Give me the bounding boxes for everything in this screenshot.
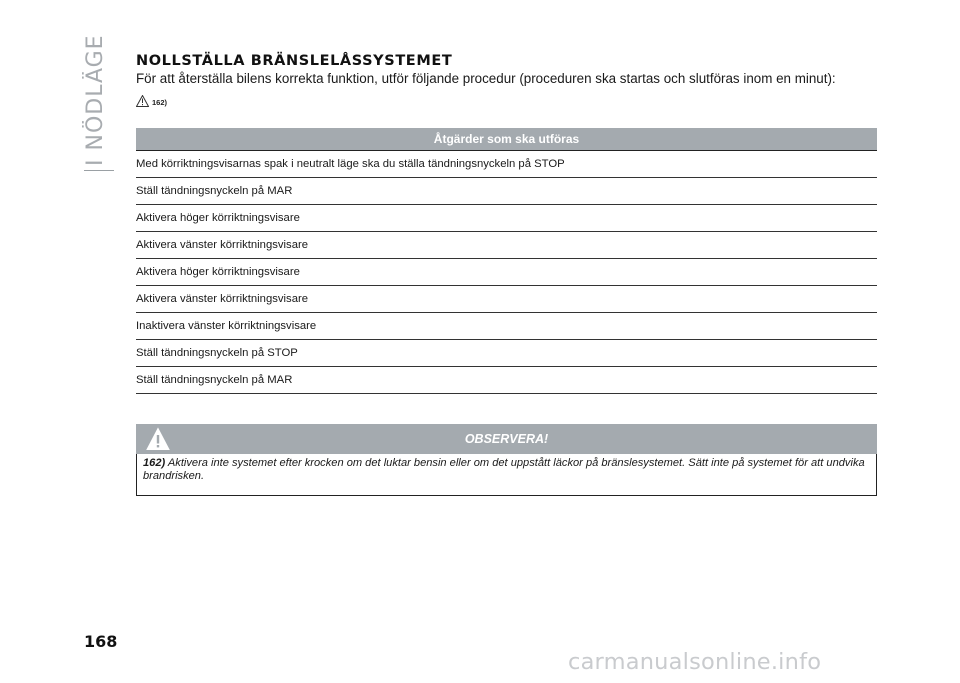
warning-reference-number: 162) (152, 98, 168, 107)
warning-note-header (136, 424, 877, 454)
warning-note-ref: 162) (143, 457, 166, 469)
table-row: Aktivera höger körriktningsvisare (136, 205, 877, 232)
warning-reference[interactable] (136, 93, 167, 107)
table-row: Med körriktningsvisarnas spak i neutralt läge ska du ställa tändningsnyckeln på STOP (136, 151, 877, 178)
table-row: Ställ tändningsnyckeln på MAR (136, 367, 877, 394)
table-row: Aktivera vänster körriktningsvisare (136, 286, 877, 313)
section-intro: För att återställa bilens korrekta funktion, utför följande procedur (proceduren ska startas och slutföras inom en minut): (136, 71, 836, 86)
side-tab (83, 34, 114, 166)
warning-note-body (136, 454, 877, 496)
table-header: Åtgärder som ska utföras (136, 128, 877, 151)
warning-triangle-icon (136, 95, 149, 107)
warning-note-text: Aktivera inte systemet efter krocken om det luktar bensin eller om det uppstått läckor på bränslesystemet. Sätt inte på systemet för att undvika brandrisken. (143, 457, 865, 482)
warning-note-heading: OBSERVERA! (464, 432, 549, 446)
watermark: carmanualsonline.info (568, 649, 822, 675)
table-row: Ställ tändningsnyckeln på STOP (136, 340, 877, 367)
table-row: Aktivera höger körriktningsvisare (136, 259, 877, 286)
procedure-table (136, 128, 877, 394)
table-row: Inaktivera vänster körriktningsvisare (136, 313, 877, 340)
table-row: Aktivera vänster körriktningsvisare (136, 232, 877, 259)
section-title: NOLLSTÄLLA BRÄNSLELÅSSYSTEMET (136, 53, 453, 69)
table-row: Ställ tändningsnyckeln på MAR (136, 178, 877, 205)
warning-note (136, 424, 877, 497)
page-number: 168 (84, 632, 118, 651)
side-tab-divider (84, 170, 114, 171)
side-tab-label: I NÖDLÄGE (83, 34, 108, 166)
